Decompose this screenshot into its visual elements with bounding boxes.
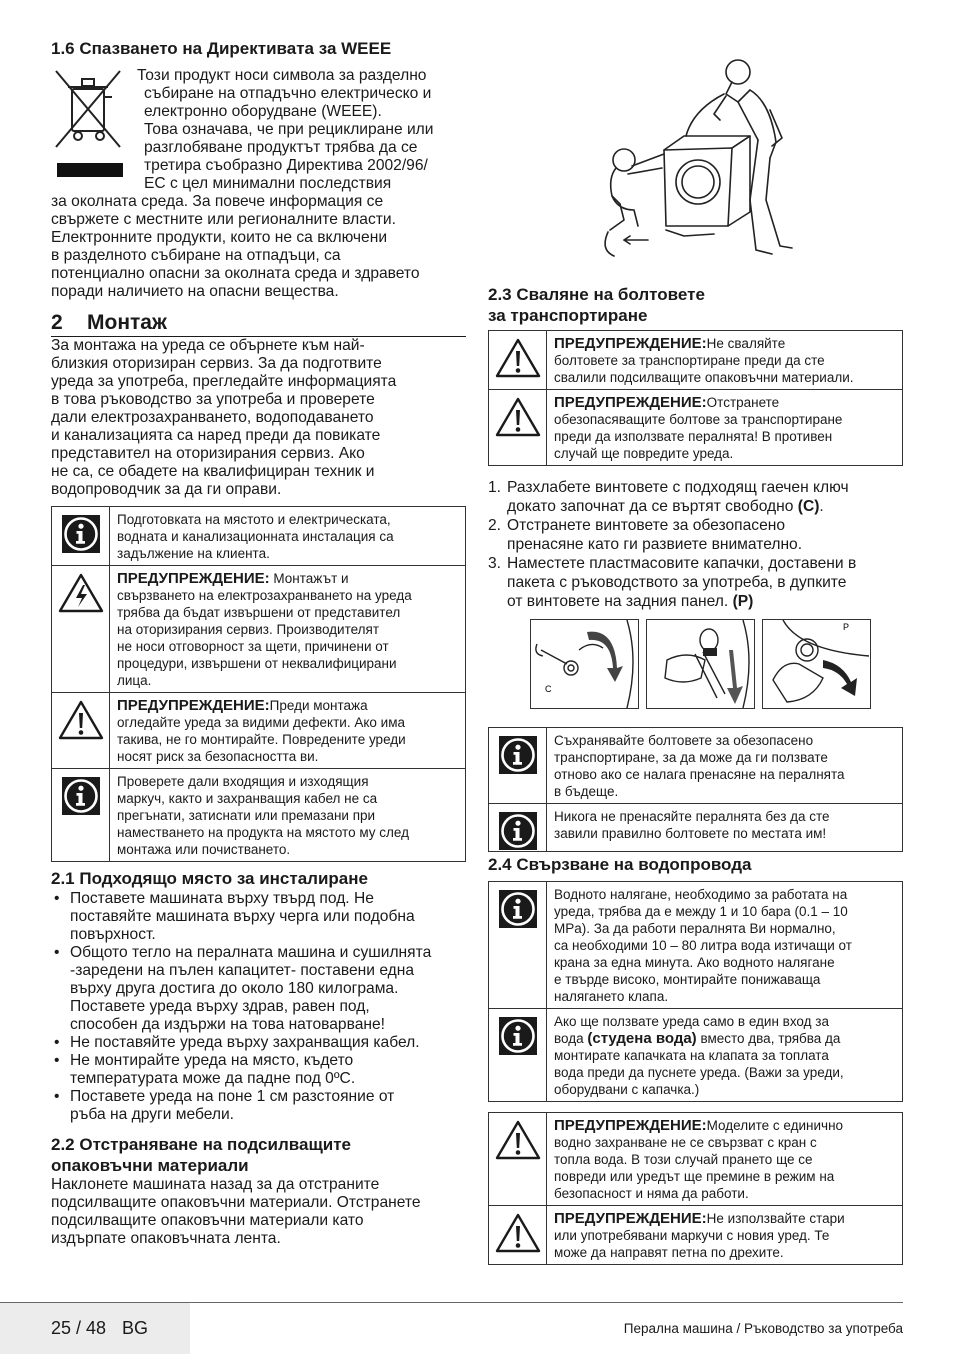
montage-intro-line: и канализацията са наред преди да повикате — [51, 427, 381, 444]
note-text — [547, 1113, 849, 1205]
wrench-loosen-icon — [531, 620, 638, 708]
water-warnings-table — [488, 1112, 903, 1265]
note-text — [110, 693, 412, 768]
weee-crossed-bin-icon — [54, 69, 126, 177]
note-text — [110, 507, 400, 565]
packaging-text-line: издърпате опаковъчната лента. — [51, 1230, 281, 1247]
cap-insert-icon — [763, 620, 870, 708]
note-text — [110, 769, 415, 861]
step-figure-ref: (P) — [732, 593, 754, 610]
note-line — [554, 1210, 845, 1227]
place-list-item — [51, 944, 466, 1034]
step-line — [507, 592, 903, 611]
note-line: водната и канализационната инсталация са — [117, 529, 394, 544]
warning-label: ПРЕДУПРЕЖДЕНИЕ: — [117, 570, 270, 587]
place-item-line: • Поставете уреда на поне 1 см разстояние от — [70, 1088, 395, 1105]
note-line: обезопасяващите болтове за транспортиране — [554, 412, 843, 427]
montage-intro-line: уреда за употреба, прегледайте информацията — [51, 373, 397, 390]
section-heading-montage — [51, 311, 466, 337]
montage-notes-table — [51, 506, 466, 862]
step-line-text: Разхлабете винтовете с подходящ гаечен ключ — [507, 479, 849, 496]
electric-warning-icon — [52, 566, 110, 692]
weee-text-line: за околната среда. За повече информация се — [51, 193, 384, 210]
packaging-text-line: Наклонете машината назад за да отстраните — [51, 1176, 380, 1193]
water-info-notes-table — [488, 881, 903, 1102]
place-list-item — [51, 890, 466, 944]
note-row — [52, 692, 465, 768]
note-line-start: вода — [554, 1031, 588, 1046]
section-title: Монтаж — [87, 311, 167, 334]
note-line: лица. — [117, 673, 152, 688]
screw-figure-cap — [762, 619, 871, 709]
place-item-line: • Не монтирайте уреда на място, където — [70, 1052, 354, 1069]
section-number: 2 — [51, 311, 63, 334]
figure-label-c: C — [545, 684, 552, 694]
warning-icon — [489, 1206, 547, 1264]
note-row — [489, 389, 902, 465]
note-row — [52, 507, 465, 565]
step-number: 1. — [488, 479, 502, 496]
step-number: 2. — [488, 517, 502, 534]
info-icon — [489, 882, 547, 1008]
info-icon — [489, 728, 547, 803]
note-line: е твърде високо, монтирайте понижаваща — [554, 972, 821, 987]
right-column — [488, 50, 903, 1265]
step-line-text: от винтовете на задния панел. — [507, 593, 733, 610]
place-item-line: • Не поставяйте уреда върху захранващия кабел. — [70, 1034, 420, 1051]
note-line: Ако ще ползвате уреда само в един вход за — [554, 1014, 829, 1029]
weee-text-line: свържете с местните или регионалните власти. — [51, 211, 396, 228]
step-figure-ref: (C) — [797, 498, 820, 515]
note-line: безопасност и няма да работи. — [554, 1186, 749, 1201]
note-line: Съхранявайте болтовете за обезопасено — [554, 733, 814, 748]
weee-heading: 1.6 Спазването на Директивата за WEEE — [51, 39, 392, 58]
place-list-item — [51, 1052, 466, 1088]
note-line-text: Преди монтажа — [269, 698, 368, 713]
note-line: не носи отговорност за щети, причинени от — [117, 639, 389, 654]
place-item-line: температурата може да падне под 0ºC. — [70, 1070, 356, 1087]
weee-text-line: ЕС с цел минимални последствия — [144, 175, 392, 192]
note-line-text: Монтажът и — [269, 571, 349, 586]
weee-text-line: Този продукт носи символа за разделно — [137, 67, 427, 84]
step-line-text: Наместете пластмасовите капачки, доставени в — [507, 555, 857, 572]
note-line: свалили подсилващите опаковъчни материали. — [554, 370, 854, 385]
place-item-line: повърхност. — [70, 926, 156, 943]
note-line: наместването на продукта на мястото му след — [117, 825, 409, 840]
note-line — [554, 335, 854, 352]
note-line: повреди или уредът ще премине в режим на — [554, 1169, 835, 1184]
note-row — [489, 331, 902, 389]
bolts-info-notes-table — [488, 727, 903, 852]
weee-text-line: поради наличието на опасни вещества. — [51, 283, 339, 300]
montage-intro-line: не са, се обадете на квалифициран техник и — [51, 463, 375, 480]
info-icon — [52, 769, 110, 861]
note-line: Проверете дали входящия и изходящия — [117, 774, 369, 789]
note-text — [547, 390, 848, 465]
note-line — [554, 1117, 843, 1134]
note-line: маркуч, както и захранващия кабел не са — [117, 791, 378, 806]
place-item-line: -заредени на пълен капацитет- поставени една — [70, 962, 415, 979]
note-line: може да направят петна по дрехите. — [554, 1245, 784, 1260]
bolts-step — [488, 554, 903, 611]
warning-label: ПРЕДУПРЕЖДЕНИЕ: — [554, 335, 707, 352]
figure-label-p: P — [843, 622, 850, 632]
place-item-line: • Поставете машината върху твърд под. Не — [70, 890, 374, 907]
bolts-heading-line: за транспортиране — [488, 306, 648, 325]
note-row — [489, 803, 902, 851]
note-text — [547, 804, 836, 851]
bolts-step — [488, 516, 903, 554]
step-line-text: пакета с ръководството за употреба, в дупките — [507, 574, 847, 591]
note-line: са необходими 10 – 80 литра вода изтичащи от — [554, 938, 852, 953]
montage-intro-line: представител на оторизирания сервиз. Ако — [51, 445, 365, 462]
note-line: свързването на електрозахранването на уреда — [117, 588, 412, 603]
weee-text-line: третира съобразно Директива 2002/96/ — [144, 157, 428, 174]
note-line: носят риск за безопасността ви. — [117, 749, 319, 764]
warning-label: ПРЕДУПРЕЖДЕНИЕ: — [554, 394, 707, 411]
bolts-warnings-table — [488, 330, 903, 466]
place-heading: 2.1 Подходящо място за инсталиране — [51, 869, 368, 888]
weee-text-line: Електронните продукти, които не са включени — [51, 229, 388, 246]
left-column — [51, 38, 466, 1248]
note-line: Водното налягане, необходимо за работата на — [554, 887, 848, 902]
packaging-text-line: подсилващите опаковъчни материали като — [51, 1212, 364, 1229]
note-text — [547, 331, 860, 389]
screw-figures — [530, 619, 903, 709]
bolts-steps-list — [488, 478, 903, 611]
place-list-item — [51, 1034, 466, 1052]
note-line — [554, 394, 842, 411]
note-line: монтирате капачката на клапата за топлата — [554, 1048, 829, 1063]
note-text — [110, 566, 418, 692]
note-line-text: Не използвайте стари — [706, 1211, 845, 1226]
warning-icon — [489, 331, 547, 389]
note-line-text: Отстранете — [706, 395, 780, 410]
lifting-machine-illustration — [488, 50, 903, 265]
montage-intro-line: дали електрозахранването, водоподаването — [51, 409, 374, 426]
note-text — [547, 1206, 851, 1264]
note-line: или употребявани маркучи с новия уред. Те — [554, 1228, 830, 1243]
note-line: топла вода. В този случай прането ще се — [554, 1152, 813, 1167]
step-line — [507, 554, 903, 573]
step-line — [507, 535, 903, 554]
language-code: BG — [122, 1318, 149, 1338]
page-counter: 25 / 48 — [51, 1318, 107, 1338]
place-list — [51, 890, 466, 1124]
place-item-line: • Общото тегло на пералната машина и сушилнята — [70, 944, 432, 961]
note-line: вода преди да пуснете уреда. (Важи за уреди, — [554, 1065, 844, 1080]
step-line-text: докато започнат да се въртят свободно — [507, 498, 798, 515]
packaging-heading-line: опаковъчни материали — [51, 1156, 249, 1175]
weee-text-line: разглобяване продуктът трябва да се — [144, 139, 418, 156]
warning-label: ПРЕДУПРЕЖДЕНИЕ: — [554, 1117, 707, 1134]
step-line-text: Отстранете винтовете за обезопасено — [507, 517, 786, 534]
note-bold: (студена вода) — [587, 1030, 697, 1047]
montage-intro-line: За монтажа на уреда се обърнете към най- — [51, 337, 365, 354]
note-line: в бъдеще. — [554, 784, 619, 799]
montage-intro-line: в това ръководство за употреба и проверете — [51, 391, 375, 408]
place-item-line: Поставете уреда върху здрав, равен под, — [70, 998, 370, 1015]
note-line-text: Не сваляйте — [706, 336, 786, 351]
note-line: завили правилно болтовете по местата им! — [554, 826, 827, 841]
weee-text-line: в разделното събиране на отпадъци, са — [51, 247, 341, 264]
montage-intro-line: близкия оторизиран сервиз. За да подготвите — [51, 355, 382, 372]
note-line — [554, 1030, 844, 1047]
step-punct: . — [819, 498, 824, 515]
note-text — [547, 728, 851, 803]
water-heading: 2.4 Свързване на водопровода — [488, 855, 752, 874]
footer-page-number — [51, 1317, 148, 1339]
packaging-heading-line: 2.2 Отстраняване на подсилващите — [51, 1135, 352, 1154]
place-item-line: върху друга достига до около 180 килограма. — [70, 980, 399, 997]
note-line: трябва да бъдат извършени от представител — [117, 605, 401, 620]
weee-block — [51, 67, 466, 301]
note-text — [547, 882, 858, 1008]
note-line: отново ако се налага пренасяне на пералнята — [554, 767, 845, 782]
montage-intro-line: водопроводчик за да ги оправи. — [51, 481, 282, 498]
note-line-text: Моделите с единично — [706, 1118, 844, 1133]
screw-figure-loosen — [530, 619, 639, 709]
note-line: налягането клапа. — [554, 989, 669, 1004]
note-line: транспортиране, за да може да ги ползвате — [554, 750, 828, 765]
warning-icon — [489, 390, 547, 465]
weee-text-line: електронно оборудване (WEEE). — [144, 103, 382, 120]
note-line: Никога не пренасяйте пералнята без да сте — [554, 809, 830, 824]
note-line: крана за една минута. Ако водното налягане — [554, 955, 835, 970]
bolts-heading — [488, 284, 903, 326]
note-line: прегънати, затиснати или премазани при — [117, 808, 376, 823]
step-line — [507, 497, 903, 516]
note-line: MPa). За да работи пералнята Ви нормално, — [554, 921, 836, 936]
note-line: водно захранване не се свързват с кран с — [554, 1135, 817, 1150]
note-line: оборудвани с капачка.) — [554, 1082, 700, 1097]
note-line: Подготовката на мястото и електрическата, — [117, 512, 391, 527]
step-line — [507, 516, 903, 535]
note-line: задължение на клиента. — [117, 546, 270, 561]
step-line — [507, 478, 903, 497]
place-item-line: ръба на други мебели. — [70, 1106, 235, 1123]
warning-label: ПРЕДУПРЕЖДЕНИЕ: — [117, 697, 270, 714]
note-row — [489, 882, 902, 1008]
packaging-heading — [51, 1134, 466, 1176]
note-line — [117, 697, 406, 714]
step-line — [507, 573, 903, 592]
note-row — [52, 768, 465, 861]
bolts-step — [488, 478, 903, 516]
screw-figure-remove — [646, 619, 755, 709]
bolt-remove-icon — [647, 620, 754, 708]
place-item-line: поставяйте машината върху черга или подобна — [70, 908, 415, 925]
note-line: такива, не го монтирайте. Повредените уреди — [117, 732, 406, 747]
info-icon — [489, 1009, 547, 1101]
weee-text-line: събиране на отпадъчно електрическо и — [144, 85, 432, 102]
weee-text-line: Това означава, че при рециклиране или — [144, 121, 434, 138]
note-line: преди да използвате пералнята! В противен — [554, 429, 833, 444]
place-list-item — [51, 1088, 466, 1124]
packaging-text-line: подсилващите опаковъчни материали. Отстранете — [51, 1194, 421, 1211]
warning-icon — [489, 1113, 547, 1205]
info-icon — [489, 804, 547, 851]
weee-text-line: потенциално опасни за околната среда и здравето — [51, 265, 420, 282]
note-row — [52, 565, 465, 692]
warning-icon — [52, 693, 110, 768]
warning-label: ПРЕДУПРЕЖДЕНИЕ: — [554, 1210, 707, 1227]
note-line: случай ще повредите уреда. — [554, 446, 734, 461]
note-line — [117, 570, 412, 587]
step-line-text: пренасяне като ги развиете внимателно. — [507, 536, 803, 553]
note-row — [489, 1205, 902, 1264]
note-line: процедури, извършени от неквалифицирани — [117, 656, 397, 671]
note-row — [489, 728, 902, 803]
note-line: уреда, трябва да е между 1 и 10 бара (0.1 – 10 — [554, 904, 848, 919]
note-line-end: вместо два, трябва да — [696, 1031, 841, 1046]
bolts-heading-line: 2.3 Сваляне на болтовете — [488, 285, 705, 304]
footer-doc-title: Перална машина / Ръководство за употреба — [623, 1321, 903, 1336]
info-icon — [52, 507, 110, 565]
note-text — [547, 1009, 850, 1101]
note-line: огледайте уреда за видими дефекти. Ако има — [117, 715, 405, 730]
note-line: на оторизирания сервиз. Производителят — [117, 622, 380, 637]
place-item-line: способен да издържи на това натоварване! — [70, 1016, 386, 1033]
step-number: 3. — [488, 555, 502, 572]
note-line: болтовете за транспортиране преди да сте — [554, 353, 825, 368]
note-row — [489, 1113, 902, 1205]
note-line: монтажа или почистването. — [117, 842, 291, 857]
note-row — [489, 1008, 902, 1101]
